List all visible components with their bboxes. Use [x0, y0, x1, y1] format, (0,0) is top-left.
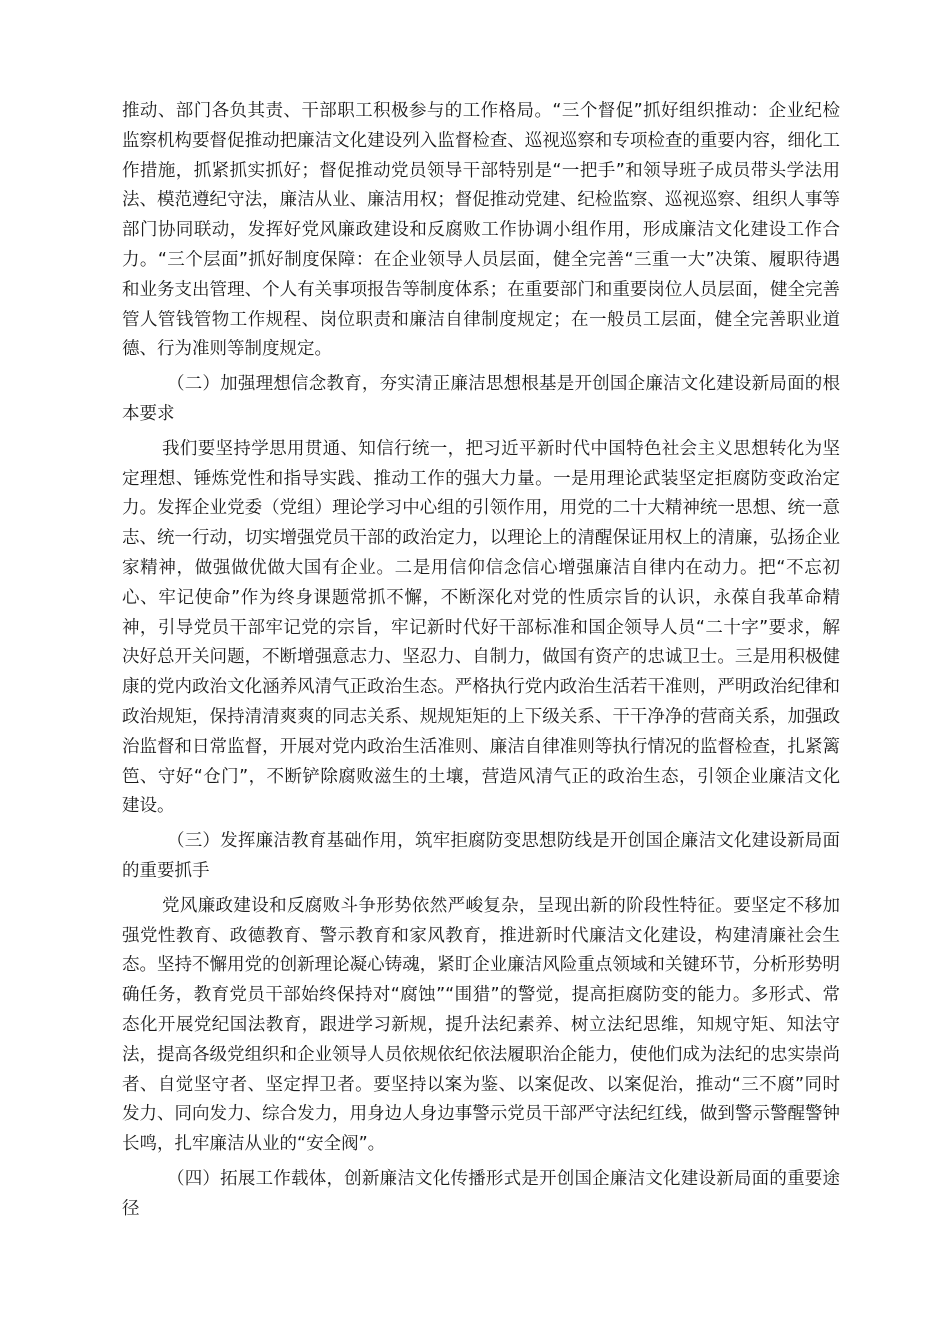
body-paragraph: 党风廉政建设和反腐败斗争形势依然严峻复杂，呈现出新的阶段性特征。要坚定不移加强党性教育、政德教育、警示教育和家风教育，推进新时代廉洁文化建设，构建清廉社会生态。坚持不懈用党的创新理论凝心铸魂，紧盯企业廉洁风险重点领域和关键环节，分析形势明确任务，教育党员干部始终保持对“腐蚀”“围猎”的警觉，提高拒腐防变的能力。多形式、常态化开展党纪国法教育，跟进学习新规，提升法纪素养、树立法纪思维，知规守矩、知法守法，提高各级党组织和企业领导人员依规依纪依法履职治企能力，使他们成为法纪的忠实崇尚者、自觉坚守者、坚定捍卫者。要坚持以案为鉴、以案促改、以案促治，推动“三不腐”同时发力、同向发力、综合发力，用身边人身边事警示党员干部严守法纪红线，做到警示警醒警钟长鸣，扎牢廉洁从业的“安全阀”。	[122, 895, 840, 1155]
section-heading-2: （二）加强理想信念教育，夯实清正廉洁思想根基是开创国企廉洁文化建设新局面的根本要求	[122, 374, 840, 424]
document-page	[122, 97, 840, 1229]
section-heading-3: （三）发挥廉洁教育基础作用，筑牢拒腐防变思想防线是开创国企廉洁文化建设新局面的重要抓手	[122, 831, 840, 881]
body-paragraph-continued: 推动、部门各负其责、干部职工积极参与的工作格局。“三个督促”抓好组织推动：企业纪检监察机构要督促推动把廉洁文化建设列入监督检查、巡视巡察和专项检查的重要内容，细化工作措施，抓紧抓实抓好；督促推动党员领导干部特别是“一把手”和领导班子成员带头学法用法、模范遵纪守法，廉洁从业、廉洁用权；督促推动党建、纪检监察、巡视巡察、组织人事等部门协同联动，发挥好党风廉政建设和反腐败工作协调小组作用，形成廉洁文化建设工作合力。“三个层面”抓好制度保障：在企业领导人员层面，健全完善“三重一大”决策、履职待遇和业务支出管理、个人有关事项报告等制度体系；在重要部门和重要岗位人员层面，健全完善管人管钱管物工作规程、岗位职责和廉洁自律制度规定；在一般员工层面，健全完善职业道德、行为准则等制度规定。	[122, 101, 840, 360]
body-paragraph: 我们要坚持学思用贯通、知信行统一，把习近平新时代中国特色社会主义思想转化为坚定理想、锤炼党性和指导实践、推动工作的强大力量。一是用理论武装坚定拒腐防变政治定力。发挥企业党委（党组）理论学习中心组的引领作用，用党的二十大精神统一思想、统一意志、统一行动，切实增强党员干部的政治定力，以理论上的清醒保证用权上的清廉，弘扬企业家精神，做强做优做大国有企业。二是用信仰信念信心增强廉洁自律内在动力。把“不忘初心、牢记使命”作为终身课题常抓不懈，不断深化对党的性质宗旨的认识，永葆自我革命精神，引导党员干部牢记党的宗旨，牢记新时代好干部标准和国企领导人员“二十字”要求，解决好总开关问题，不断增强意志力、坚忍力、自制力，做国有资产的忠诚卫士。三是用积极健康的党内政治文化涵养风清气正政治生态。严格执行党内政治生活若干准则，严明政治纪律和政治规矩，保持清清爽爽的同志关系、规规矩矩的上下级关系、干干净净的营商关系，加强政治监督和日常监督，开展对党内政治生活准则、廉洁自律准则等执行情况的监督检查，扎紧篱笆、守好“仓门”，不断铲除腐败滋生的土壤，营造风清气正的政治生态，引领企业廉洁文化建设。	[122, 438, 840, 817]
section-heading-4: （四）拓展工作载体，创新廉洁文化传播形式是开创国企廉洁文化建设新局面的重要途径	[122, 1168, 840, 1219]
